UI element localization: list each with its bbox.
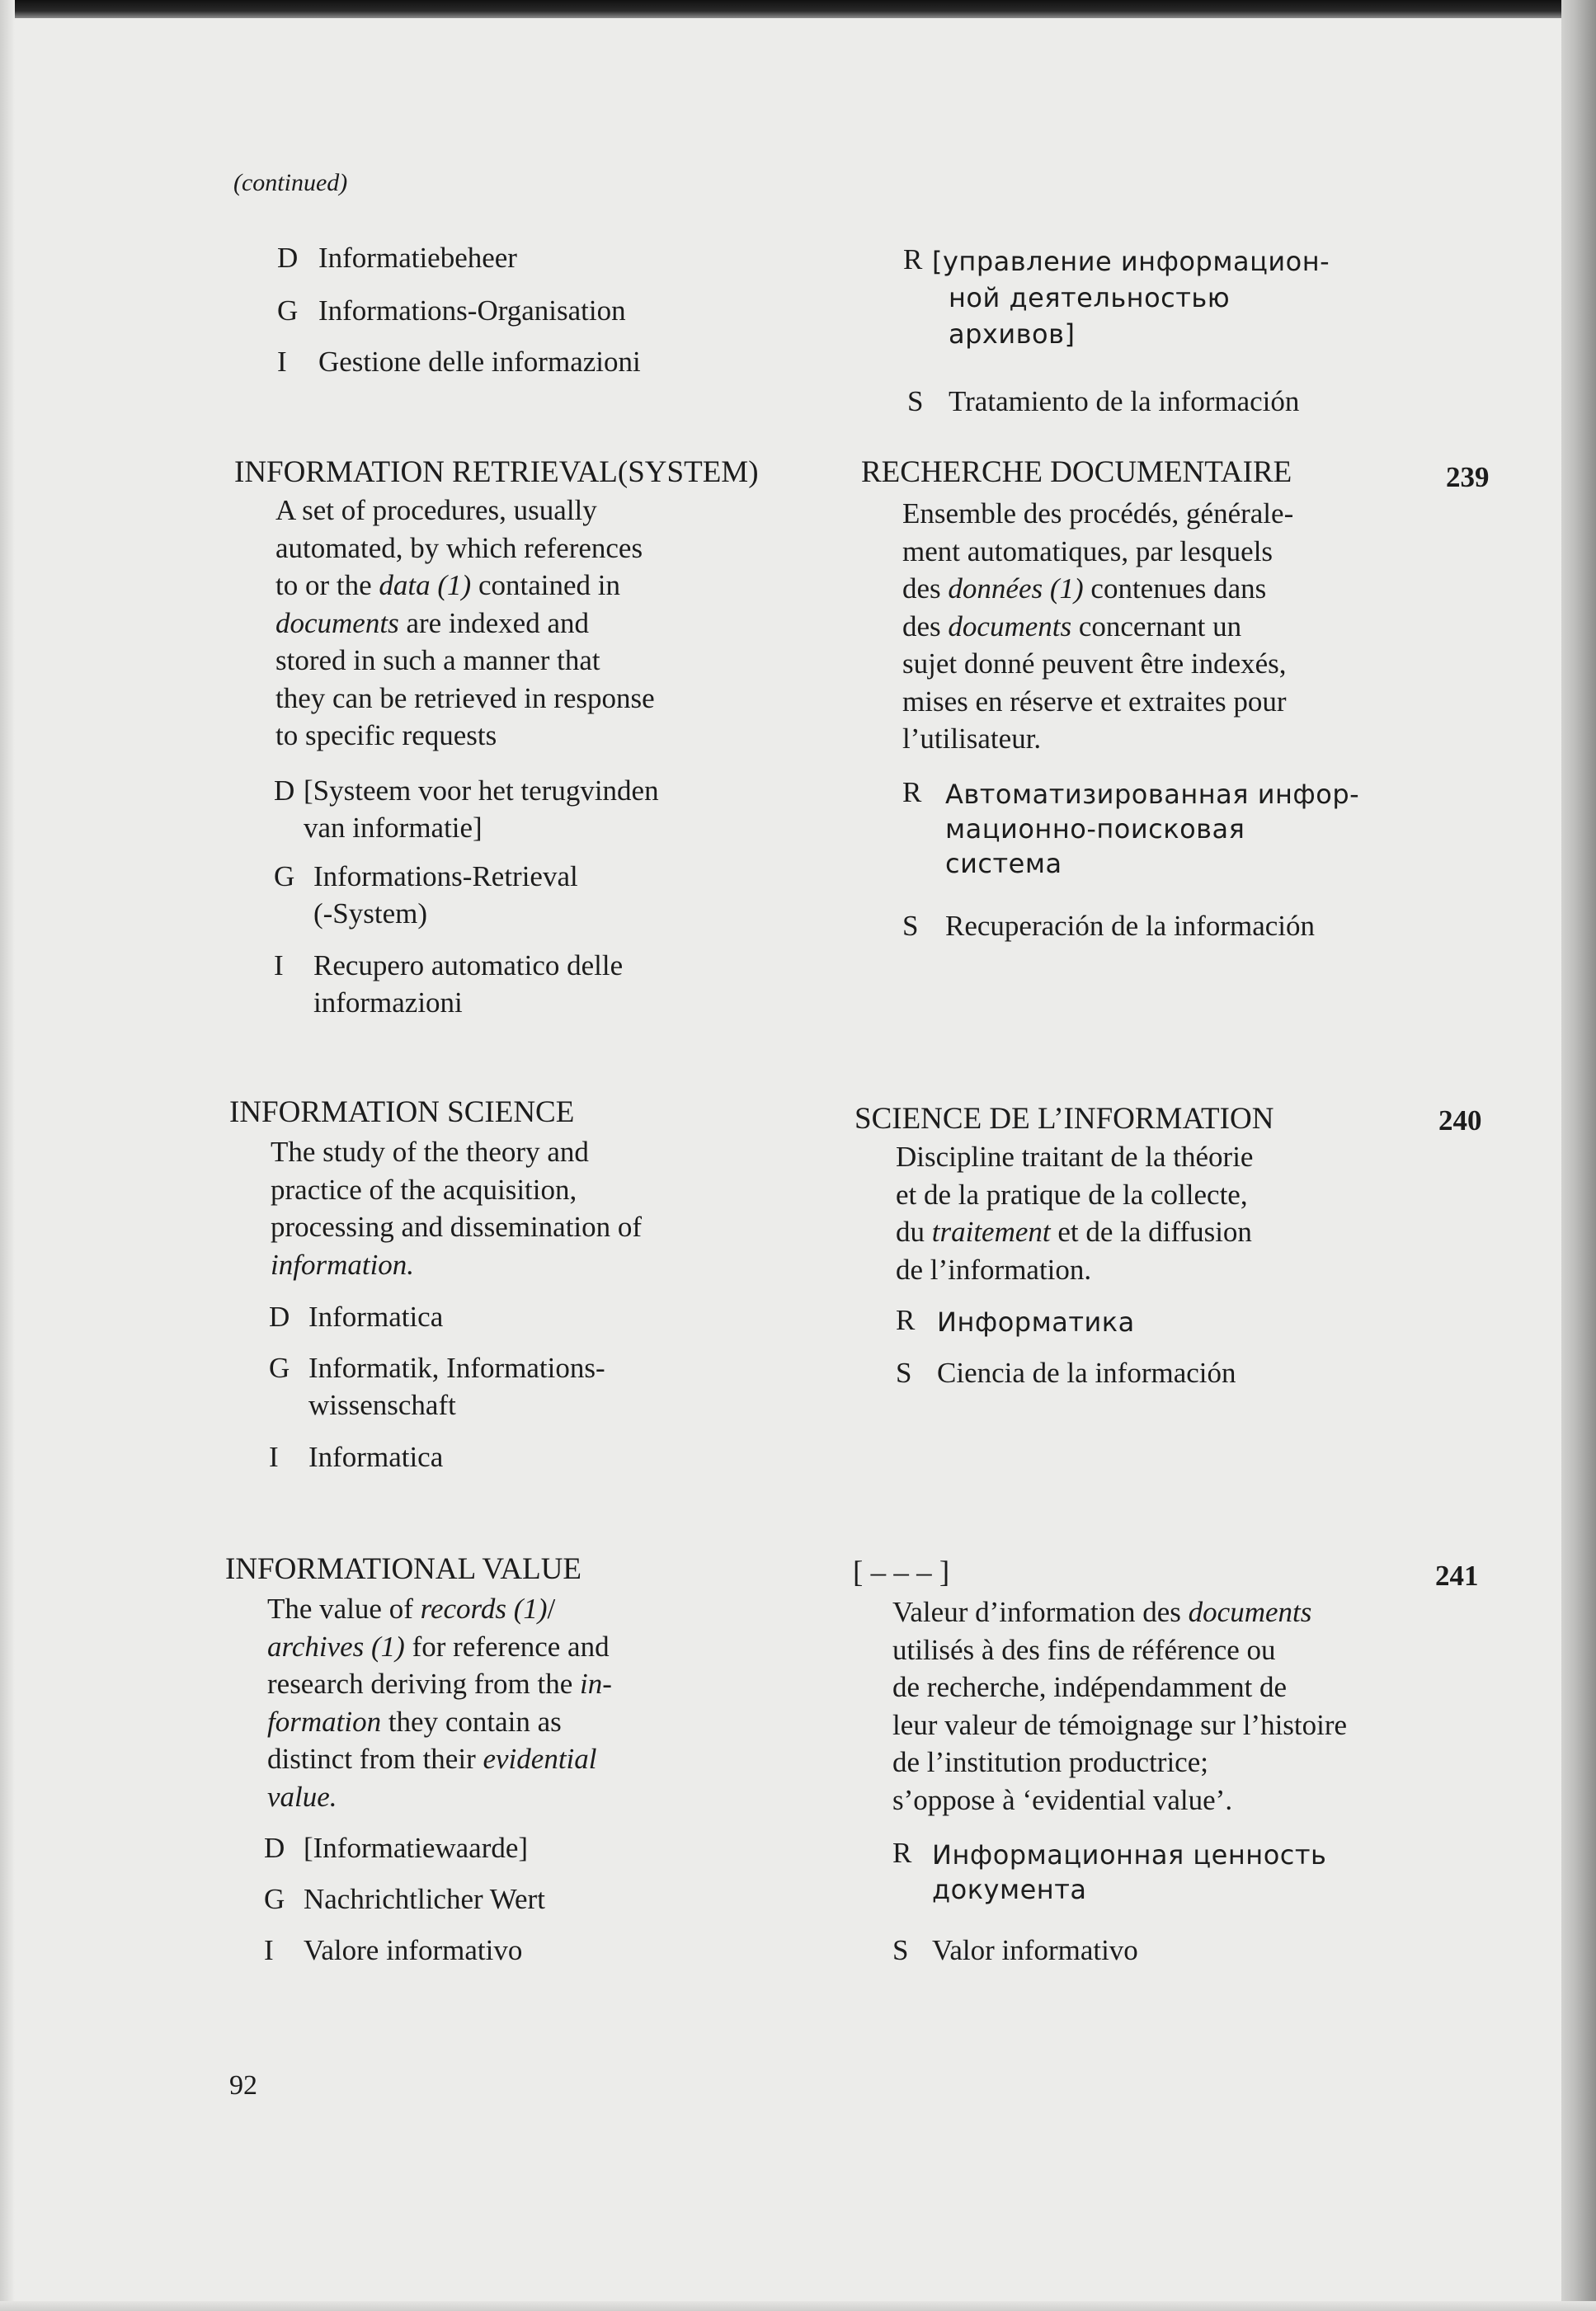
lang-code: G	[264, 1883, 285, 1915]
definition-line: Valeur d’information des documents	[892, 1596, 1312, 1628]
entry-term-fr: RECHERCHE DOCUMENTAIRE	[861, 455, 1292, 489]
equivalent-text: система	[945, 848, 1062, 879]
lang-code: I	[277, 346, 287, 378]
lang-code: D	[277, 242, 299, 274]
equivalent-text: Ciencia de la información	[937, 1357, 1236, 1389]
definition-line: stored in such a manner that	[275, 644, 600, 676]
definition-line: documents are indexed and	[275, 606, 590, 639]
entry-number: 241	[1435, 1560, 1479, 1592]
equivalent-text: Informations-Retrieval	[313, 860, 578, 892]
definition-line: et de la pratique de la collecte,	[896, 1178, 1248, 1211]
equivalent-d	[274, 772, 659, 846]
definition-line: sujet donné peuvent être indexés,	[902, 647, 1287, 680]
page-left-edge	[0, 0, 15, 2311]
definition-line: l’utilisateur.	[902, 722, 1042, 755]
lang-code: S	[902, 910, 919, 942]
top-r-line-1: [управление информацион-	[932, 246, 1330, 277]
equivalent-text: informazioni	[313, 986, 463, 1019]
equivalent-text: Информационная ценность	[932, 1839, 1327, 1871]
definition-line: research deriving from the in-	[267, 1668, 612, 1700]
equivalent-text: Информатика	[937, 1306, 1135, 1338]
top-d-line	[277, 239, 517, 276]
page-top-edge	[0, 0, 1596, 18]
lang-code: G	[277, 294, 299, 327]
equivalent-text: Recuperación de la información	[945, 910, 1315, 942]
equivalent-g	[269, 1349, 605, 1424]
lang-code: D	[269, 1301, 290, 1333]
definition-line: to or the data (1) contained in	[275, 569, 620, 601]
equivalent-text: Informatik, Informations-	[308, 1352, 605, 1384]
top-d-text: Informatiebeheer	[318, 242, 517, 274]
definition-line: automated, by which references	[275, 531, 643, 564]
equivalent-r	[932, 1838, 1326, 1907]
definition-line: value.	[267, 1780, 337, 1813]
definition-line: to specific requests	[275, 719, 497, 751]
definition-line: de l’information.	[896, 1253, 1092, 1286]
definition-line: leur valeur de témoignage sur l’histoire	[892, 1708, 1348, 1741]
equivalent-r-code: R	[902, 776, 922, 808]
equivalent-i	[264, 1932, 522, 1969]
equivalent-s	[902, 907, 1315, 944]
definition-line: mises en réserve et extraites pour	[902, 685, 1287, 718]
entry-term-en: INFORMATION SCIENCE	[229, 1095, 575, 1129]
definition-line: de l’institution productrice;	[892, 1746, 1208, 1778]
equivalent-r-code: R	[892, 1837, 912, 1869]
definition-line: de recherche, indépendamment de	[892, 1671, 1288, 1703]
equivalent-text: van informatie]	[304, 812, 483, 844]
equivalent-g	[264, 1880, 545, 1918]
lang-code: G	[274, 860, 295, 892]
definition-line: The value of records (1)/	[267, 1593, 556, 1625]
equivalent-g	[274, 858, 578, 932]
equivalent-r	[937, 1305, 1135, 1339]
equivalent-r	[945, 777, 1359, 881]
entry-term-fr: [ – – – ]	[853, 1556, 950, 1589]
equivalent-i	[274, 947, 623, 1021]
continued-label: (continued)	[233, 169, 348, 196]
definition-line: they can be retrieved in response	[275, 681, 655, 714]
page-right-edge	[1561, 0, 1596, 2311]
equivalent-text: документа	[932, 1874, 1087, 1905]
definition-line: distinct from their evidential	[267, 1743, 597, 1775]
equivalent-d	[264, 1829, 528, 1866]
definition-line: ment automatiques, par lesquels	[902, 534, 1274, 567]
top-g-text: Informations-Organisation	[318, 294, 626, 327]
lang-code: S	[907, 385, 924, 417]
definition-line: Discipline traitant de la théorie	[896, 1141, 1254, 1173]
equivalent-text: [Systeem voor het terugvinden	[304, 774, 659, 807]
top-r-code: R	[903, 243, 923, 275]
equivalent-s	[892, 1932, 1138, 1969]
equivalent-text: Nachrichtlicher Wert	[304, 1883, 545, 1915]
definition-line: archives (1) for reference and	[267, 1630, 610, 1663]
equivalent-r-code: R	[896, 1304, 916, 1336]
definition-line: du traitement et de la diffusion	[896, 1216, 1252, 1248]
definition-line: practice of the acquisition,	[271, 1173, 577, 1206]
top-g-line	[277, 292, 626, 329]
lang-code: S	[896, 1357, 912, 1389]
definition-fr	[896, 1138, 1253, 1288]
lang-code: S	[892, 1934, 909, 1966]
definition-line: A set of procedures, usually	[275, 494, 597, 526]
entry-term-en: INFORMATIONAL VALUE	[225, 1552, 582, 1586]
equivalent-text: Автоматизированная инфор-	[945, 779, 1360, 810]
top-i-line	[277, 343, 641, 380]
equivalent-text: Informatica	[308, 1441, 444, 1473]
lang-code: D	[274, 774, 295, 807]
equivalent-text: Recupero automatico delle	[313, 949, 624, 981]
equivalent-text: мационно-поисковая	[945, 813, 1245, 845]
equivalent-text: (-System)	[313, 897, 428, 930]
lang-code: I	[269, 1441, 279, 1473]
page-number: 92	[229, 2070, 257, 2101]
equivalent-text: wissenschaft	[308, 1389, 456, 1421]
definition-line: Ensemble des procédés, générale-	[902, 497, 1294, 530]
equivalent-text: Informatica	[308, 1301, 444, 1333]
definition-fr	[892, 1593, 1347, 1819]
equivalent-text: [Informatiewaarde]	[304, 1832, 529, 1864]
lang-code: I	[274, 949, 284, 981]
equivalent-s	[896, 1354, 1236, 1391]
lang-code: G	[269, 1352, 290, 1384]
definition-en	[271, 1133, 642, 1283]
entry-number: 239	[1446, 461, 1490, 493]
top-r-line-2: ной деятельностью	[949, 282, 1231, 313]
definition-en	[275, 492, 655, 755]
top-s-text: Tratamiento de la información	[949, 385, 1300, 417]
equivalent-d	[269, 1298, 443, 1335]
top-i-text: Gestione delle informazioni	[318, 346, 641, 378]
equivalent-text: Valor informativo	[932, 1934, 1138, 1966]
top-r-line-3: архивов]	[949, 318, 1076, 350]
definition-line: utilisés à des fins de référence ou	[892, 1633, 1276, 1666]
definition-line: formation they contain as	[267, 1705, 562, 1738]
definition-line: information.	[271, 1248, 415, 1281]
definition-line: processing and dissemination of	[271, 1211, 643, 1243]
lang-code: D	[264, 1832, 285, 1864]
entry-term-fr: SCIENCE DE L’INFORMATION	[854, 1102, 1274, 1136]
lang-code: I	[264, 1934, 274, 1966]
equivalent-i	[269, 1438, 443, 1476]
equivalent-text: Valore informativo	[304, 1934, 523, 1966]
definition-en	[267, 1590, 612, 1815]
definition-fr	[902, 495, 1293, 758]
definition-line: des documents concernant un	[902, 610, 1242, 642]
top-s-line	[907, 383, 1299, 420]
definition-line: des données (1) contenues dans	[902, 572, 1267, 605]
page-bottom-edge	[0, 2301, 1596, 2311]
definition-line: s’oppose à ‘evidential value’.	[892, 1783, 1233, 1816]
entry-term-en: INFORMATION RETRIEVAL(SYSTEM)	[234, 455, 759, 489]
entry-number: 240	[1438, 1104, 1482, 1137]
definition-line: The study of the theory and	[271, 1136, 589, 1168]
